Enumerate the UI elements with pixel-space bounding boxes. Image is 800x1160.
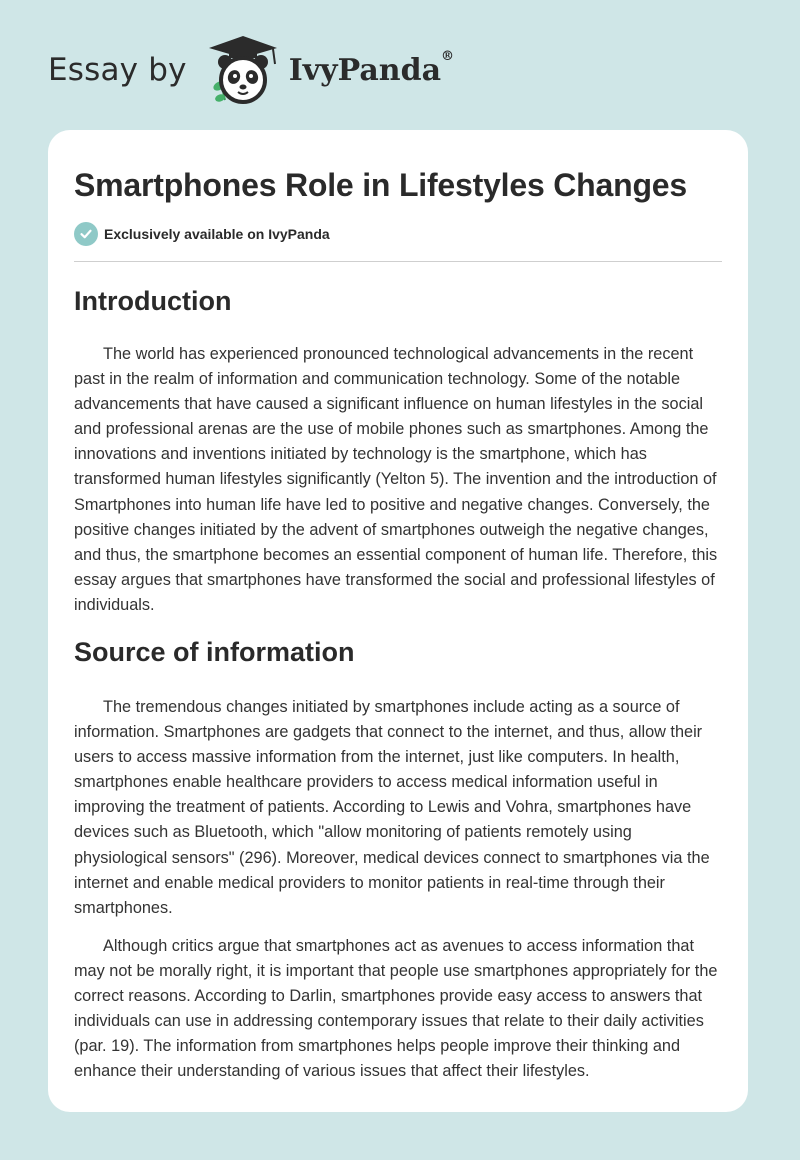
paragraph: The world has experienced pronounced technological advancements in the recent past in the realm of information and communication technology. Some of the notable advancements that have caused a significant influence on human lifestyles in the social and professional arenas are the use of mobile phones such as smartphones. Among the innovations and inventions initiated by technology is the smartphone, which has transformed human lifestyles significantly (Yelton 5). The invention and the introduction of Smartphones into human life have led to positive and negative changes. Conversely, the positive changes initiated by the advent of smartphones outweigh the negative changes, and thus, the smartphone becomes an essential component of human life. Therefore, this essay argues that smartphones have transformed the social and professional lifestyles of individuals.	[74, 345, 718, 614]
section-heading: Source of information	[74, 637, 355, 667]
exclusive-label: Exclusively available on IvyPanda	[104, 226, 330, 242]
divider	[74, 261, 722, 262]
brand-name: IvyPanda®	[288, 48, 455, 88]
section-heading: Introduction	[74, 286, 232, 316]
paragraph: Although critics argue that smartphones act as avenues to access information that may not be morally right, it is important that people use smartphones appropriately for the correct reasons. According to Darlin, smartphones provide easy access to answers that individuals can use in addressing contemporary issues that relate to their daily activities (par. 19). The information from smartphones helps people improve their thinking and enhance their understanding of various issues that affect their lifestyles.	[74, 937, 718, 1081]
brand-prefix: Essay by	[48, 52, 187, 88]
page-title: Smartphones Role in Lifestyles Changes	[74, 167, 687, 203]
brand-header[interactable]	[48, 30, 454, 110]
essay-card	[48, 130, 748, 1112]
check-icon	[74, 222, 98, 246]
exclusive-badge	[74, 222, 330, 246]
paragraph: The tremendous changes initiated by smartphones include acting as a source of information. Smartphones are gadgets that connect to the internet, and thus, allow their users to access massive information from the internet, just like computers. In health, smartphones enable healthcare providers to access medical information useful in improving the treatment of patients. According to Lewis and Vohra, smartphones have devices such as Bluetooth, which "allow monitoring of patients remotely using physiological sensors" (296). Moreover, medical devices connect to smartphones via the internet and enable medical providers to monitor patients in real-time through their smartphones.	[74, 698, 710, 917]
panda-logo-icon	[195, 30, 291, 110]
